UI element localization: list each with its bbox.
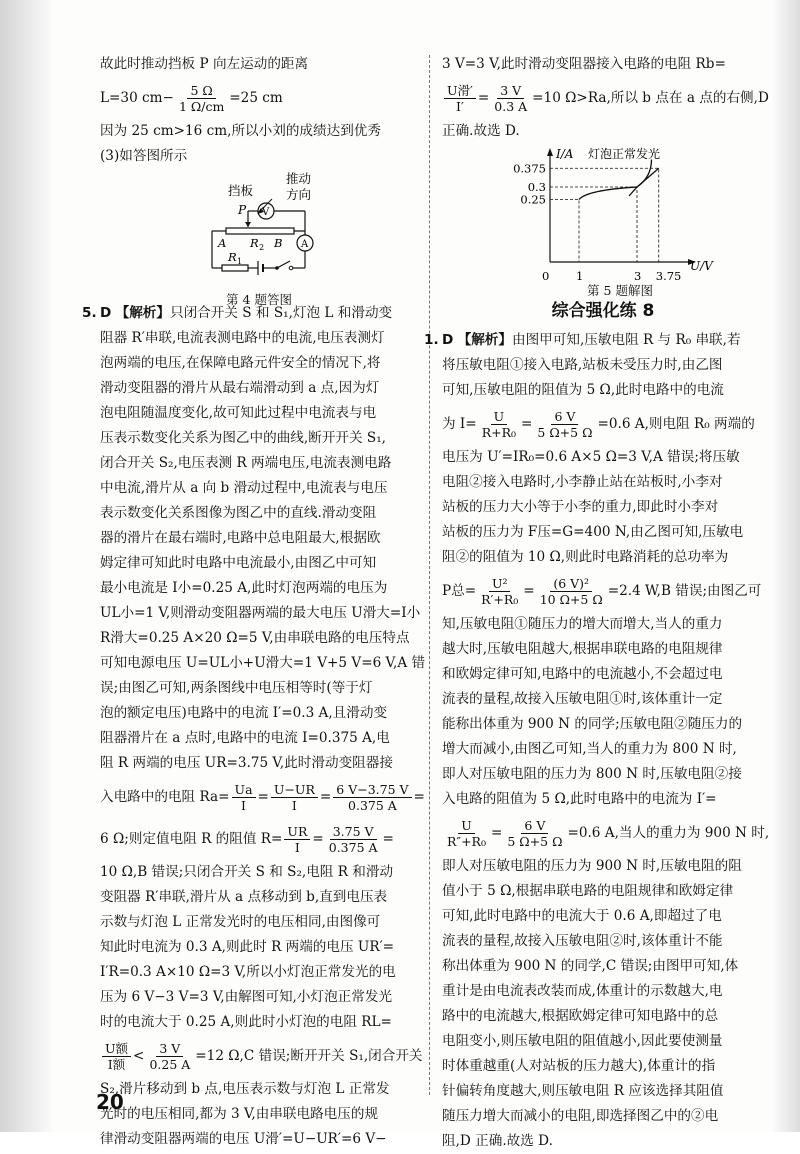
r2-label: R: [250, 236, 259, 250]
push-label: 推动: [286, 171, 312, 186]
text-line: 流表的量程,故接入压敏电阻①时,该体重计一定: [442, 691, 723, 707]
text-line: 能称出体重为 900 N 的同学;压敏电阻②随压力的: [442, 716, 743, 732]
numerator: U²: [489, 576, 511, 592]
text-line: 阻 R 两端的电压 UR=3.75 V,此时滑动变阻器接: [100, 755, 393, 771]
fraction: [444, 83, 476, 114]
text-line: 称出体重为 900 N 的同学,C 错误;由图甲可知,体: [442, 958, 739, 974]
denominator: I: [294, 840, 300, 855]
x-axis-label: U/V: [690, 259, 713, 273]
voltmeter-label: V: [262, 207, 270, 218]
text-line: 光时的电压相同,都为 3 V,由串联电路电压的规: [100, 1106, 379, 1122]
ammeter-label: A: [301, 239, 309, 250]
text-line: 针偏转角度越大,则压敏电阻 R 应该选择其阻值: [442, 1083, 724, 1099]
p-label: P: [238, 203, 247, 217]
denominator: 0.375 A: [348, 798, 397, 813]
text-line: 时的电流大于 0.25 A,则此时小灯泡的电阻 RL=: [100, 1014, 392, 1030]
formula-line: [442, 77, 769, 119]
formula-part: =0.6 A,当人的重力为 900 N 时,: [567, 825, 770, 841]
denominator: R′+R₀: [481, 592, 519, 607]
numerator: 3 V: [156, 1041, 183, 1057]
text-line: 阻器滑片在 a 点时,电路中的电流 I=0.375 A,电: [100, 730, 390, 746]
numerator: U: [491, 409, 508, 425]
numerator: Ua: [232, 782, 256, 798]
r1-label: R: [228, 250, 237, 264]
denominator: 0.3 A: [494, 99, 528, 114]
y-tick-label: 0.3: [527, 180, 546, 194]
formula-line: [442, 812, 770, 854]
switch-contact: [289, 266, 293, 270]
text-line: 电阻变小,则压敏电阻的阻值越小,因此要使测量: [442, 1033, 723, 1049]
numerator: 6 V: [551, 409, 578, 425]
text-line: 越大时,压敏电阻越大,根据串联电路的电阻规律: [442, 641, 723, 657]
denominator: 0.375 A: [328, 840, 378, 855]
text-span: 由图甲可知,压敏电阻 R 与 R₀ 串联,若: [512, 332, 741, 348]
text-line: 电阻②接入电路时,小李静止站在站板时,小李对: [442, 474, 723, 490]
x-tick-label: 1: [576, 268, 584, 283]
series-lamp-curve: [579, 187, 637, 200]
formula-part: =25 cm: [229, 90, 283, 106]
analysis-tag: 【解析】: [457, 332, 512, 348]
equals-sign: =: [312, 831, 324, 847]
formula-part: =2.4 W,B 错误;由图乙可: [607, 583, 762, 599]
numerator: (6 V)²: [550, 576, 592, 592]
y-tick-label: 0.25: [520, 192, 546, 207]
formula-line: [442, 570, 764, 612]
fraction: [534, 409, 595, 440]
numerator: U滑′: [444, 83, 476, 99]
denominator: I: [241, 798, 246, 813]
answer-letter: D: [100, 305, 112, 321]
text-line: 阻,D 正确.故选 D.: [442, 1133, 553, 1149]
text-span: 只闭合开关 S 和 S₁,灯泡 L 和滑动变: [170, 305, 393, 321]
denominator: R+R₀: [481, 425, 516, 440]
text-line: 正确.故选 D.: [442, 123, 520, 139]
text-line: R滑大=0.25 A×20 Ω=5 V,由串联电路的电压特点: [100, 630, 410, 646]
text-line: (3)如答图所示: [100, 148, 188, 164]
formula-part: L=30 cm−: [100, 90, 174, 106]
switch-blade: [277, 261, 290, 268]
text-line: 阻器 R′串联,电流表测电路中的电流,电压表测灯: [100, 330, 385, 346]
figure-caption: 第 5 题解图: [587, 283, 653, 298]
figure-caption: 第 4 题答图: [226, 292, 292, 307]
denominator: R″+R₀: [447, 834, 486, 849]
text-line: 随压力增大而减小的电阻,即选择图乙中的②电: [442, 1108, 719, 1124]
formula-part: 6 Ω;则定值电阻 R 的阻值 R=: [100, 831, 283, 847]
fraction: [232, 782, 256, 813]
text-line: 压为 6 V−3 V=3 V,由解图可知,小灯泡正常发光: [100, 989, 393, 1005]
formula-line: [100, 776, 425, 818]
numerator: 6 V: [521, 818, 548, 834]
equals-sign: =: [490, 825, 503, 841]
text-line: 压表示数变化关系为图乙中的曲线,断开开关 S₁,: [100, 430, 387, 446]
chart-title: 灯泡正常发光: [588, 147, 661, 161]
page-number: 20: [96, 1090, 124, 1114]
iu-chart: [442, 144, 764, 283]
column-divider: [429, 55, 430, 1095]
y-axis-arrow: [547, 148, 553, 156]
denominator: 5 Ω+5 Ω: [537, 425, 593, 440]
numerator: U: [458, 818, 475, 834]
fraction: [176, 83, 227, 114]
equals-sign: =: [382, 831, 394, 847]
resistor-r1: [222, 265, 248, 271]
text-line: 站板的压力为 F压=G=400 N,由乙图可知,压敏电: [442, 524, 744, 540]
formula-part: =0.6 A,则电阻 R₀ 两端的: [597, 416, 755, 432]
text-line: 滑动变阻器的滑片从最右端滑动到 a 点,因为灯: [100, 380, 380, 396]
answer-letter: D: [442, 332, 454, 348]
text-line: 流表的量程,故接入压敏电阻②时,该体重计不能: [442, 933, 723, 949]
numerator: 3 V: [497, 83, 524, 99]
equals-sign: =: [523, 583, 535, 599]
figure-4: [100, 169, 418, 307]
text-line: 可知,压敏电阻的阻值为 5 Ω,此时电路中的电流: [442, 382, 724, 398]
x-tick-label: 3.75: [655, 268, 682, 283]
page-edge-shadow-right: [770, 0, 800, 1132]
text-line: 泡两端的电压,在保障电路元件安全的情况下,将: [100, 355, 381, 371]
text-line: 站板的压力大小等于小李的重力,即此时小李对: [442, 499, 719, 515]
guide-line: [550, 200, 579, 263]
fraction: [102, 1041, 131, 1072]
equals-sign: =: [257, 789, 269, 805]
fraction: [271, 782, 318, 813]
text-line: 误;由图乙可知,两条图线中电压相等时(等于灯: [100, 680, 373, 696]
y-tick-label: 0.375: [513, 161, 546, 176]
x-tick-label: 0: [542, 268, 550, 283]
text-line: 路中的电流越大,根据欧姆定律可知电路中的总: [442, 1008, 719, 1024]
text-line: 将压敏电阻①接入电路,站板未受压力时,由乙图: [442, 357, 723, 373]
less-than-sign: <: [133, 1048, 145, 1064]
equals-sign: =: [477, 90, 490, 106]
formula-part: 入电路中的电阻 Ra=: [100, 789, 230, 805]
equals-sign: =: [319, 789, 332, 805]
series-lamp-curve-extension: [637, 160, 652, 188]
formula-part: =12 Ω,C 错误;断开开关 S₁,闭合开关: [195, 1048, 423, 1064]
series-resistor-line-extension: [629, 187, 637, 196]
formula-part: =10 Ω>Ra,所以 b 点在 a 点的右侧,D: [532, 90, 769, 106]
text-line: I′R=0.3 A×10 Ω=3 V,所以小灯泡正常发光的电: [100, 964, 396, 980]
text-line: 10 Ω,B 错误;只闭合开关 S 和 S₂,电阻 R 和滑动: [100, 864, 394, 880]
text-line: 最小电流是 I小=0.25 A,此时灯泡两端的电压为: [100, 580, 388, 596]
text-line: 知,压敏电阻①随压力的增大而增大,当人的重力: [442, 616, 723, 632]
numerator: U额: [102, 1041, 131, 1057]
formula-line: [100, 1035, 423, 1077]
figure-5: [442, 144, 764, 298]
denominator: 10 Ω+5 Ω: [539, 592, 603, 607]
analysis-tag: 【解析】: [115, 305, 170, 321]
formula-line: [100, 818, 418, 860]
series-resistor-line: [637, 168, 659, 187]
equals-sign: =: [413, 789, 425, 805]
fraction: [326, 824, 381, 855]
fraction: [444, 818, 489, 849]
denominator: I额: [107, 1057, 126, 1072]
section-title: 综合强化练 8: [551, 301, 655, 321]
text-line: UL小=1 V,则滑动变阻器两端的最大电压 U滑大=I小: [100, 605, 421, 621]
page-edge-shadow-left: [0, 0, 52, 1132]
b-label: B: [274, 236, 283, 250]
text-line: 表示数变化关系图像为图乙中的直线.滑动变阻: [100, 505, 377, 521]
equals-sign: =: [521, 416, 533, 432]
text-line: 值小于 5 Ω,根据串联电路的电阻规律和欧姆定律: [442, 883, 734, 899]
denominator: I′: [456, 99, 464, 114]
fraction: [478, 576, 521, 607]
text-line: 和欧姆定律可知,电路中的电流越小,不会超过电: [442, 666, 723, 682]
text-line: 因为 25 cm>16 cm,所以小刘的成绩达到优秀: [100, 123, 381, 139]
text-line: 入电路的阻值为 5 Ω,此时电路中的电流为 I′=: [442, 791, 717, 807]
text-line: 姆定律可知此时电路中电流最小,由图乙中可知: [100, 555, 377, 571]
r1-sub: 1: [237, 257, 243, 266]
denominator: I: [291, 798, 297, 813]
text-line: 阻②的阻值为 10 Ω,则此时电路消耗的总功率为: [442, 549, 729, 565]
text-line: 器的滑片在最右端时,电路中总电阻最大,根据欧: [100, 530, 381, 546]
slider-tip: [245, 222, 251, 227]
fraction: [479, 409, 519, 440]
r2-sub: 2: [259, 243, 265, 252]
text-line: 3 V=3 V,此时滑动变阻器接入电路的电阻 Rb=: [442, 56, 726, 72]
text-line: 增大而减小,由图乙可知,当人的重力为 800 N 时,: [442, 741, 737, 757]
numerator: 3.75 V: [330, 824, 377, 840]
guide-line: [550, 187, 637, 262]
text-line: 示数与灯泡 L 正常发光时的电压相同,由图像可: [100, 914, 381, 930]
x-tick-label: 3: [634, 268, 642, 283]
right-column: [424, 52, 770, 1154]
fraction: [333, 782, 411, 813]
text-line: S₂,滑片移动到 b 点,电压表示数与灯泡 L 正常发: [100, 1081, 390, 1097]
question-number: 5.: [82, 305, 97, 321]
text-line: 律滑动变阻器两端的电压 U滑′=U−UR′=6 V−: [100, 1131, 387, 1147]
a-label: A: [218, 236, 227, 250]
numerator: 6 V−3.75 V: [333, 782, 411, 798]
chart-marks: [513, 160, 681, 283]
text-line: 即人对压敏电阻的压力为 900 N 时,压敏电阻的阻: [442, 858, 742, 874]
direction-label: 方向: [286, 187, 312, 202]
text-line: 变阻器 R′串联,滑片从 a 点移动到 b,直到电压表: [100, 889, 388, 905]
circuit-diagram: [100, 169, 418, 281]
text-line: 故此时推动挡板 P 向左运动的距离: [100, 56, 309, 72]
denominator: 5 Ω+5 Ω: [507, 834, 563, 849]
text-line: 可知电源电压 U=UL小+U滑大=1 V+5 V=6 V,A 错: [100, 655, 426, 671]
formula-line: [442, 403, 764, 445]
question-1-first-line: [424, 328, 764, 353]
left-column: [82, 52, 426, 1152]
baffle-label: 挡板: [228, 183, 254, 198]
fraction: [537, 576, 606, 607]
numerator: UR: [284, 824, 310, 840]
fraction: [491, 83, 530, 114]
text-line: 知此时电流为 0.3 A,则此时 R 两端的电压 UR′=: [100, 939, 395, 955]
text-line: 即人对压敏电阻的压力为 800 N 时,压敏电阻②接: [442, 766, 742, 782]
question-number: 1.: [424, 332, 439, 348]
formula-part: P总=: [442, 583, 477, 599]
fraction: [284, 824, 310, 855]
text-line: 泡电阻随温度变化,故可知此过程中电流表与电: [100, 405, 377, 421]
fraction: [146, 1041, 193, 1072]
numerator: 5 Ω: [187, 83, 215, 99]
denominator: 1 Ω/cm: [178, 99, 225, 114]
text-line: 电压为 U′=IR₀=0.6 A×5 Ω=3 V,A 错误;将压敏: [442, 449, 740, 465]
text-line: 泡的额定电压)电路中的电流 I′=0.3 A,且滑动变: [100, 705, 388, 721]
text-line: 重计是由电流表改装而成,体重计的示数越大,电: [442, 983, 723, 999]
numerator: U−UR: [271, 782, 318, 798]
text-line: 时体重越重(人对站板的压力越大),体重计的指: [442, 1058, 716, 1074]
formula-line: [100, 77, 418, 119]
fraction: [504, 818, 565, 849]
text-line: 可知,此时电路中的电流大于 0.6 A,即超过了电: [442, 908, 722, 924]
denominator: 0.25 A: [149, 1057, 191, 1072]
text-line: 闭合开关 S₂,电压表测 R 两端电压,电流表测电路: [100, 455, 392, 471]
resistor-r2: [226, 228, 294, 234]
formula-part: 为 I=: [442, 416, 477, 432]
text-line: 中电流,滑片从 a 向 b 滑动过程中,电流表与电压: [100, 480, 388, 496]
y-axis-label: I/A: [556, 147, 574, 161]
